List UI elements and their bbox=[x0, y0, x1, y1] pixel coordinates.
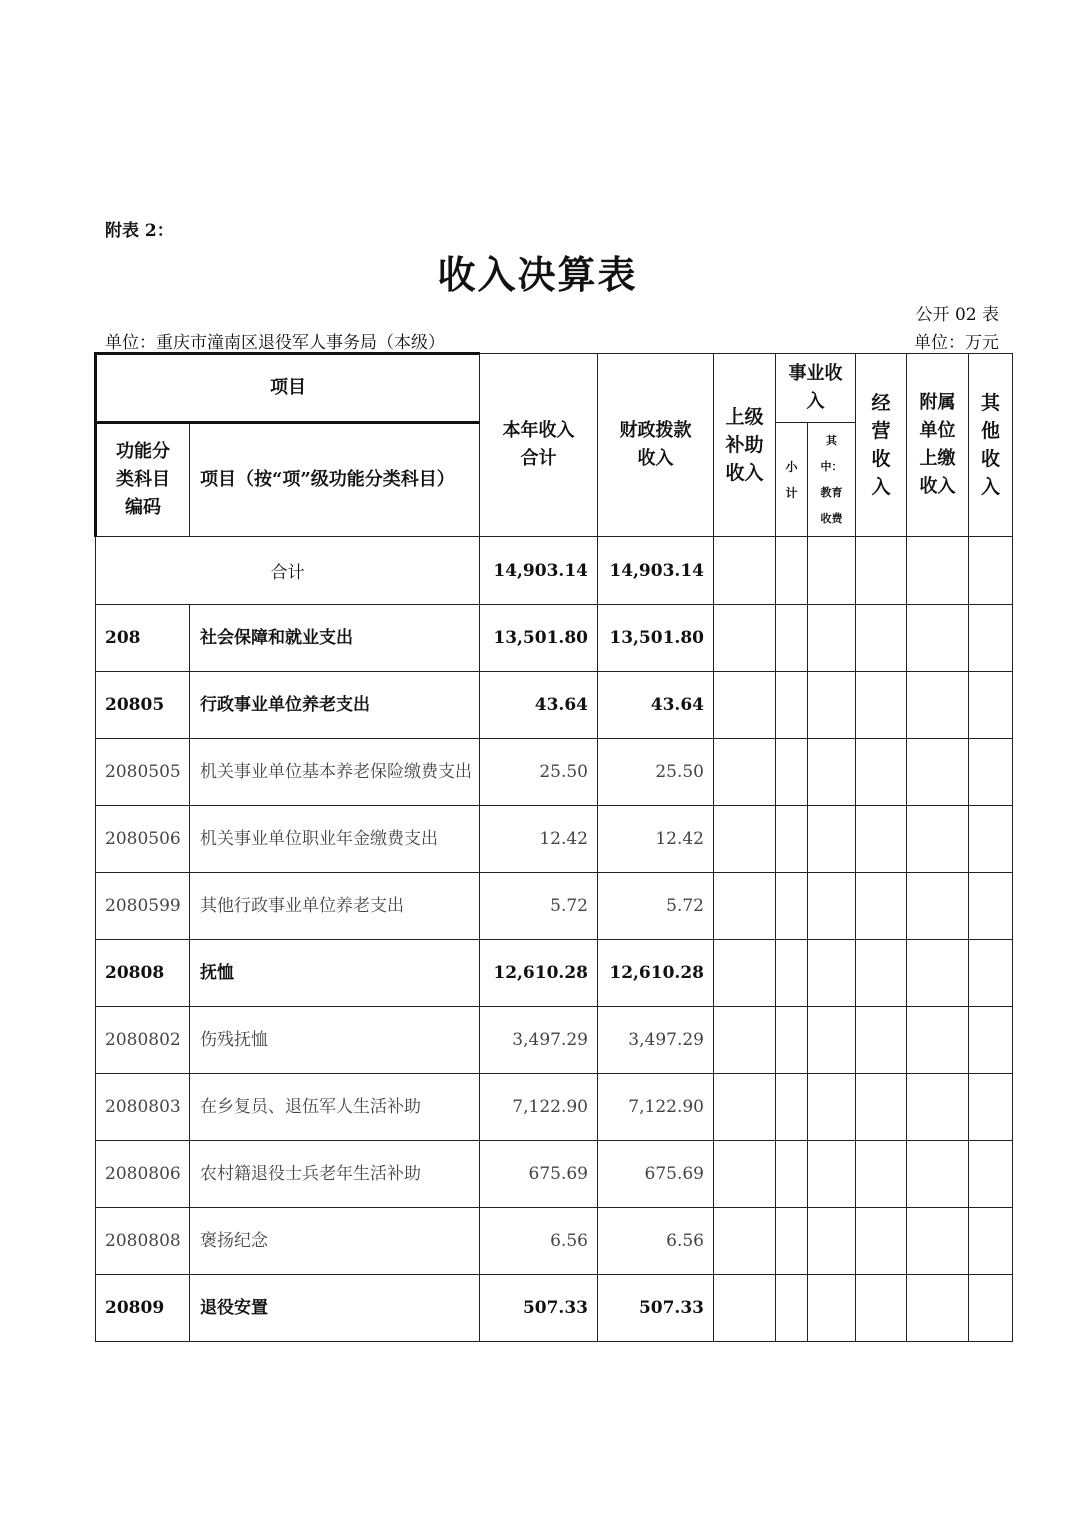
row-total-income: 25.50 bbox=[480, 739, 598, 806]
header-affiliated-income: 附属单位上缴收入 bbox=[907, 354, 969, 537]
empty-cell bbox=[714, 940, 776, 1007]
row-code: 2080808 bbox=[96, 1208, 190, 1275]
empty-cell bbox=[969, 940, 1013, 1007]
empty-cell bbox=[776, 873, 808, 940]
empty-cell bbox=[714, 1007, 776, 1074]
row-fiscal-appropriation: 12.42 bbox=[598, 806, 714, 873]
empty-cell bbox=[776, 739, 808, 806]
empty-cell bbox=[907, 672, 969, 739]
empty-cell bbox=[907, 1007, 969, 1074]
row-fiscal-appropriation: 25.50 bbox=[598, 739, 714, 806]
empty-cell bbox=[856, 873, 907, 940]
empty-cell bbox=[969, 873, 1013, 940]
empty-cell bbox=[776, 940, 808, 1007]
header-fiscal-appropriation: 财政拨款收入 bbox=[598, 354, 714, 537]
row-total-income: 7,122.90 bbox=[480, 1074, 598, 1141]
empty-cell bbox=[969, 806, 1013, 873]
total-fiscal-value: 14,903.14 bbox=[598, 537, 714, 605]
row-item-name: 退役安置 bbox=[190, 1275, 480, 1342]
empty-cell bbox=[856, 1141, 907, 1208]
row-item-name: 社会保障和就业支出 bbox=[190, 605, 480, 672]
empty-cell bbox=[808, 537, 856, 605]
header-func-code: 功能分类科目编码 bbox=[96, 423, 190, 537]
row-item-name: 行政事业单位养老支出 bbox=[190, 672, 480, 739]
empty-cell bbox=[808, 1208, 856, 1275]
empty-cell bbox=[856, 739, 907, 806]
row-total-income: 43.64 bbox=[480, 672, 598, 739]
empty-cell bbox=[714, 1275, 776, 1342]
row-fiscal-appropriation: 43.64 bbox=[598, 672, 714, 739]
empty-cell bbox=[969, 1074, 1013, 1141]
header-edu-fee: 其中：教育收费 bbox=[808, 423, 856, 537]
table-row bbox=[96, 873, 1013, 940]
empty-cell bbox=[856, 806, 907, 873]
empty-cell bbox=[714, 672, 776, 739]
empty-cell bbox=[856, 537, 907, 605]
row-fiscal-appropriation: 6.56 bbox=[598, 1208, 714, 1275]
table-row bbox=[96, 1141, 1013, 1208]
empty-cell bbox=[969, 605, 1013, 672]
empty-cell bbox=[714, 605, 776, 672]
empty-cell bbox=[714, 739, 776, 806]
empty-cell bbox=[856, 605, 907, 672]
table-row bbox=[96, 806, 1013, 873]
row-fiscal-appropriation: 13,501.80 bbox=[598, 605, 714, 672]
row-item-name: 机关事业单位基本养老保险缴费支出 bbox=[190, 739, 480, 806]
empty-cell bbox=[907, 873, 969, 940]
page-title: 收入决算表 bbox=[437, 252, 638, 297]
empty-cell bbox=[808, 1007, 856, 1074]
header-superior-subsidy: 上级补助收入 bbox=[714, 354, 776, 537]
table-row bbox=[96, 1275, 1013, 1342]
attachment-label: 附表 2： bbox=[105, 221, 174, 241]
row-item-name: 在乡复员、退伍军人生活补助 bbox=[190, 1074, 480, 1141]
empty-cell bbox=[969, 1275, 1013, 1342]
income-table bbox=[94, 352, 1013, 1342]
row-total-income: 3,497.29 bbox=[480, 1007, 598, 1074]
row-code: 20808 bbox=[96, 940, 190, 1007]
row-fiscal-appropriation: 12,610.28 bbox=[598, 940, 714, 1007]
empty-cell bbox=[714, 1208, 776, 1275]
empty-cell bbox=[907, 806, 969, 873]
empty-cell bbox=[907, 1074, 969, 1141]
row-item-name: 抚恤 bbox=[190, 940, 480, 1007]
row-total-income: 507.33 bbox=[480, 1275, 598, 1342]
empty-cell bbox=[856, 1208, 907, 1275]
row-total-income: 6.56 bbox=[480, 1208, 598, 1275]
empty-cell bbox=[969, 739, 1013, 806]
empty-cell bbox=[907, 940, 969, 1007]
currency-unit: 单位：万元 bbox=[914, 333, 999, 353]
empty-cell bbox=[776, 1208, 808, 1275]
table-row bbox=[96, 1074, 1013, 1141]
empty-cell bbox=[808, 1074, 856, 1141]
empty-cell bbox=[776, 672, 808, 739]
row-total-income: 12.42 bbox=[480, 806, 598, 873]
row-total-income: 675.69 bbox=[480, 1141, 598, 1208]
empty-cell bbox=[776, 806, 808, 873]
header-other-income: 其他收入 bbox=[969, 354, 1013, 537]
row-fiscal-appropriation: 7,122.90 bbox=[598, 1074, 714, 1141]
row-code: 2080506 bbox=[96, 806, 190, 873]
empty-cell bbox=[776, 1141, 808, 1208]
empty-cell bbox=[776, 1074, 808, 1141]
empty-cell bbox=[714, 1141, 776, 1208]
reporting-unit: 单位：重庆市潼南区退役军人事务局（本级） bbox=[105, 333, 445, 353]
empty-cell bbox=[808, 605, 856, 672]
row-code: 2080806 bbox=[96, 1141, 190, 1208]
header-operating-income: 经营收入 bbox=[856, 354, 907, 537]
empty-cell bbox=[714, 873, 776, 940]
row-total-income: 5.72 bbox=[480, 873, 598, 940]
empty-cell bbox=[856, 672, 907, 739]
table-row bbox=[96, 672, 1013, 739]
row-code: 2080599 bbox=[96, 873, 190, 940]
empty-cell bbox=[907, 537, 969, 605]
table-row bbox=[96, 739, 1013, 806]
row-fiscal-appropriation: 675.69 bbox=[598, 1141, 714, 1208]
row-item-name: 褒扬纪念 bbox=[190, 1208, 480, 1275]
row-code: 2080505 bbox=[96, 739, 190, 806]
empty-cell bbox=[856, 940, 907, 1007]
row-fiscal-appropriation: 3,497.29 bbox=[598, 1007, 714, 1074]
empty-cell bbox=[969, 1007, 1013, 1074]
empty-cell bbox=[714, 1074, 776, 1141]
empty-cell bbox=[856, 1275, 907, 1342]
row-total-income: 13,501.80 bbox=[480, 605, 598, 672]
row-code: 20809 bbox=[96, 1275, 190, 1342]
row-code: 20805 bbox=[96, 672, 190, 739]
row-total-income: 12,610.28 bbox=[480, 940, 598, 1007]
total-income-value: 14,903.14 bbox=[480, 537, 598, 605]
header-business-income: 事业收入 bbox=[776, 354, 856, 423]
row-item-name: 伤残抚恤 bbox=[190, 1007, 480, 1074]
empty-cell bbox=[808, 1141, 856, 1208]
empty-cell bbox=[808, 806, 856, 873]
empty-cell bbox=[856, 1007, 907, 1074]
empty-cell bbox=[907, 1208, 969, 1275]
empty-cell bbox=[969, 537, 1013, 605]
empty-cell bbox=[808, 1275, 856, 1342]
empty-cell bbox=[808, 739, 856, 806]
empty-cell bbox=[776, 605, 808, 672]
empty-cell bbox=[907, 1275, 969, 1342]
header-subtotal: 小计 bbox=[776, 423, 808, 537]
table-row bbox=[96, 1007, 1013, 1074]
row-code: 2080803 bbox=[96, 1074, 190, 1141]
row-item-name: 农村籍退役士兵老年生活补助 bbox=[190, 1141, 480, 1208]
empty-cell bbox=[776, 537, 808, 605]
total-label: 合计 bbox=[96, 537, 480, 605]
empty-cell bbox=[907, 739, 969, 806]
table-row bbox=[96, 1208, 1013, 1275]
empty-cell bbox=[969, 1208, 1013, 1275]
empty-cell bbox=[969, 1141, 1013, 1208]
total-row bbox=[96, 537, 1013, 605]
form-number: 公开 02 表 bbox=[915, 305, 999, 325]
header-item: 项目 bbox=[96, 354, 480, 423]
table-row bbox=[96, 940, 1013, 1007]
empty-cell bbox=[776, 1275, 808, 1342]
row-fiscal-appropriation: 5.72 bbox=[598, 873, 714, 940]
empty-cell bbox=[714, 537, 776, 605]
row-fiscal-appropriation: 507.33 bbox=[598, 1275, 714, 1342]
empty-cell bbox=[907, 605, 969, 672]
row-code: 208 bbox=[96, 605, 190, 672]
empty-cell bbox=[714, 806, 776, 873]
table-row bbox=[96, 605, 1013, 672]
row-code: 2080802 bbox=[96, 1007, 190, 1074]
empty-cell bbox=[907, 1141, 969, 1208]
header-total-income: 本年收入合计 bbox=[480, 354, 598, 537]
empty-cell bbox=[856, 1074, 907, 1141]
empty-cell bbox=[808, 873, 856, 940]
empty-cell bbox=[808, 672, 856, 739]
header-item-by-class: 项目（按“项”级功能分类科目） bbox=[190, 423, 480, 537]
empty-cell bbox=[969, 672, 1013, 739]
empty-cell bbox=[776, 1007, 808, 1074]
row-item-name: 其他行政事业单位养老支出 bbox=[190, 873, 480, 940]
empty-cell bbox=[808, 940, 856, 1007]
row-item-name: 机关事业单位职业年金缴费支出 bbox=[190, 806, 480, 873]
